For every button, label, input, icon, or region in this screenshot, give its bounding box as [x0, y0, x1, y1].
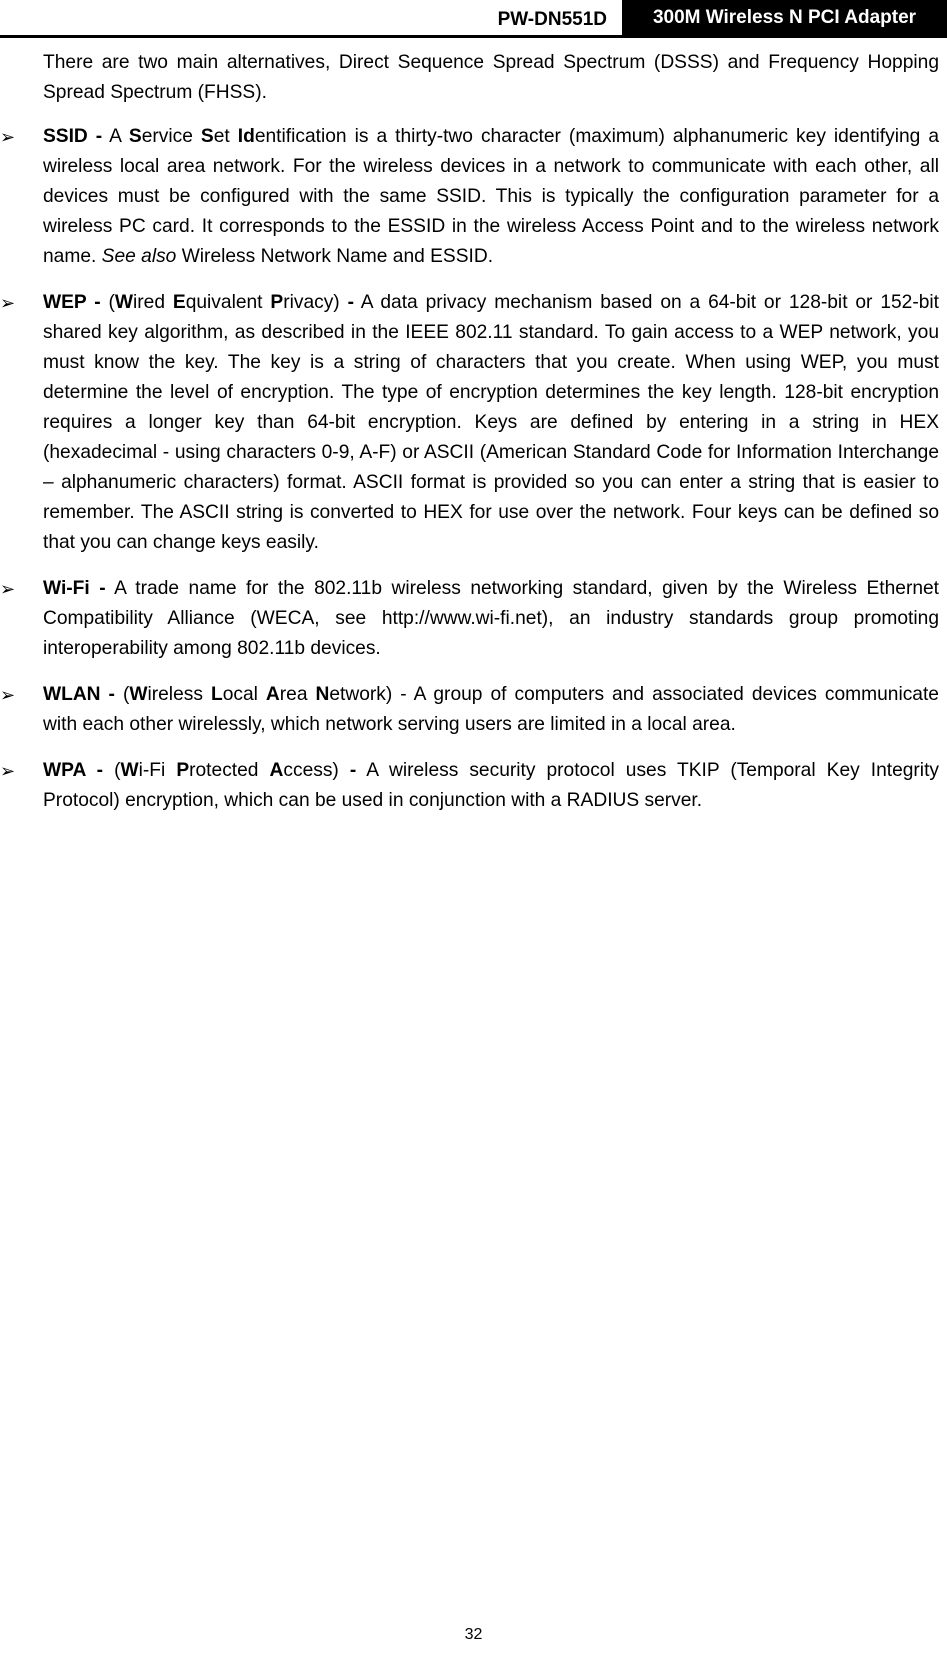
wep-expansion: (Wired Equivalent Privacy)	[108, 292, 340, 313]
header-product: 300M Wireless N PCI Adapter	[622, 0, 947, 35]
wep-definition: A data privacy mechanism based on a 64-bit or 128-bit or 152-bit shared key algorithm, as described in the IEEE 802.11 standard. To gain access to a WEP network, you must know the key. The key is a string of characters that you create. When using WEP, you must determine the level of encryption. The type of encryption determines the key length. 128-bit encryption requires a longer key than 64-bit encryption. Keys are defined by entering in a string in HEX (hexadecimal - using characters 0-9, A-F) or ASCII (American Standard Code for Information Interchange – alphanumeric characters) format. ASCII format is provided so you can enter a string that is easier to remember. The ASCII string is converted to HEX for use over the network. Four keys can be defined so that you can change keys easily.	[43, 292, 939, 553]
term-wpa: WPA -	[43, 760, 104, 781]
arrow-bullet-icon: ➢	[0, 293, 16, 313]
arrow-bullet-icon: ➢	[0, 685, 16, 705]
intro-paragraph: There are two main alternatives, Direct Sequence Spread Spectrum (DSSS) and Frequency Hopping Spread Spectrum (FHSS).	[43, 52, 939, 103]
page-header	[0, 0, 947, 38]
term-ssid: SSID -	[43, 126, 103, 147]
term-wep: WEP -	[43, 292, 101, 313]
arrow-bullet-icon: ➢	[0, 127, 16, 147]
ssid-lead: A Service Set Identification	[109, 126, 347, 147]
glossary-entry-ssid	[0, 122, 939, 272]
wpa-expansion: (Wi-Fi Protected Access)	[114, 760, 339, 781]
ssid-see-also-targets: Wireless Network Name and ESSID.	[181, 246, 494, 267]
header-model: PW-DN551D	[497, 9, 607, 30]
glossary-entry-wifi	[0, 574, 940, 664]
document-body	[0, 48, 940, 832]
page-number: 32	[464, 1626, 483, 1643]
term-wlan: WLAN -	[43, 684, 115, 705]
wpa-dash: -	[349, 760, 357, 781]
wpa-definition: A wireless security protocol uses TKIP (Temporal Key Integrity Protocol) encryption, which can be used in conjunction with a RADIUS server.	[43, 760, 939, 811]
see-also-label: See also	[101, 246, 177, 267]
glossary-entry-wpa	[0, 756, 939, 816]
wifi-definition: A trade name for the 802.11b wireless networking standard, given by the Wireless Ethernet Compatibility Alliance (WECA, see http://www.wi-fi.net), an industry standards group promoting interoperability among 802.11b devices.	[43, 578, 940, 659]
arrow-bullet-icon: ➢	[0, 761, 16, 781]
glossary-entry-wep	[0, 288, 939, 558]
term-wifi: Wi-Fi -	[43, 578, 106, 599]
wep-dash: -	[347, 292, 354, 313]
wlan-definition: - A group of computers and associated devices communicate with each other wirelessly, which network serving users are limited in a local area.	[43, 684, 939, 735]
glossary-entry-wlan	[0, 680, 939, 740]
arrow-bullet-icon: ➢	[0, 579, 16, 599]
wlan-expansion: (Wireless Local Area Network)	[122, 684, 393, 705]
ssid-definition: is a thirty-two character (maximum) alphanumeric key identifying a wireless local area network. For the wireless devices in a network to communicate with each other, all devices must be configured with the same SSID. This is typically the configuration parameter for a wireless PC card. It corresponds to the ESSID in the wireless Access Point and to the wireless network name.	[43, 126, 939, 267]
